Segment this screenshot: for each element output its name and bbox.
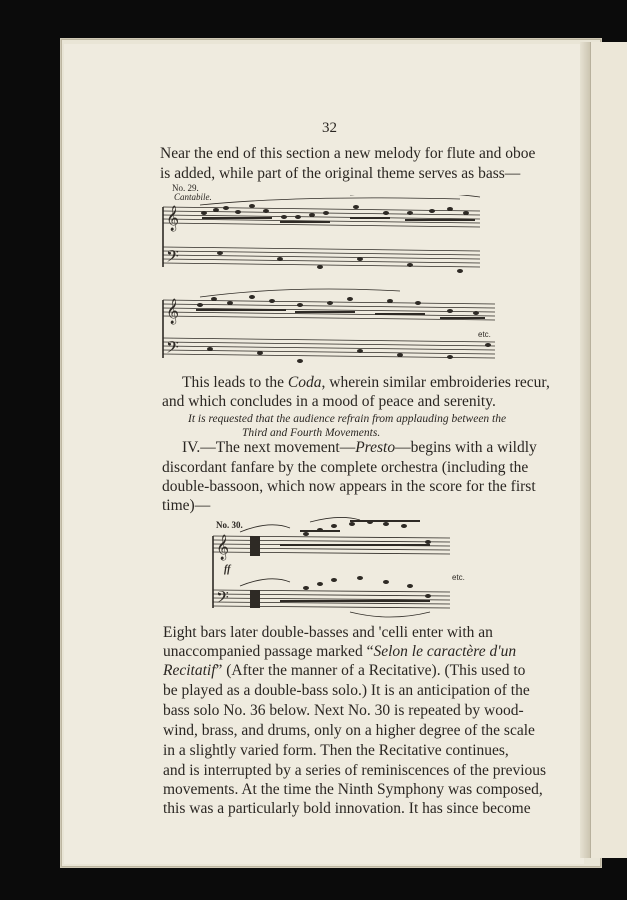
- note-line-1: It is requested that the audience refrain from applauding between the: [188, 413, 507, 425]
- final-line-5: bass solo No. 36 below. Next No. 30 is repeated by wood-: [163, 702, 524, 719]
- example-30-etc: etc.: [452, 573, 465, 582]
- svg-text:𝄞: 𝄞: [166, 299, 180, 324]
- final-line-1: Eight bars later double-basses and 'celli enter with an: [163, 624, 493, 641]
- final-line-2: unaccompanied passage marked “Selon le caractère d'un: [163, 643, 517, 660]
- music-example-30: [210, 512, 480, 622]
- music-example-29: [160, 195, 500, 375]
- final-line-7: in a slightly varied form. Then the Recitative continues,: [163, 742, 509, 759]
- staff-29-bass-1: [163, 247, 480, 267]
- final-line-8: and is interrupted by a series of reminiscences of the previous: [163, 762, 547, 779]
- presto-line-1: IV.—The next movement—Presto—begins with a wildly: [182, 439, 537, 456]
- next-page-edge: [590, 42, 627, 858]
- notes-29: [166, 204, 491, 363]
- note-line-2: Third and Fourth Movements.: [242, 427, 381, 439]
- final-line-4: be played as a double-bass solo.) It is an anticipation of the: [163, 682, 530, 699]
- example-29-etc: etc.: [478, 330, 491, 339]
- coda-line-2: and which concludes in a mood of peace and serenity.: [162, 393, 496, 410]
- svg-text:𝄞: 𝄞: [166, 206, 180, 231]
- staff-29-bass-2: [163, 338, 495, 358]
- presto-line-2: discordant fanfare by the complete orchestra (including the: [162, 459, 529, 476]
- example-29-number: No. 29.: [172, 183, 199, 193]
- staff-30-bass: [213, 590, 450, 608]
- svg-text:𝄢: 𝄢: [216, 587, 229, 611]
- notes-30: [216, 520, 431, 611]
- svg-text:𝄢: 𝄢: [166, 246, 179, 270]
- coda-line-1: This leads to the Coda, wherein similar embroideries recur,: [182, 374, 550, 391]
- intro-line-1: Near the end of this section a new melody for flute and oboe: [160, 145, 536, 162]
- final-line-3: Recitatif” (After the manner of a Recitative). (This used to: [163, 662, 526, 679]
- svg-text:𝄢: 𝄢: [166, 337, 179, 361]
- presto-line-3: double-bassoon, which now appears in the score for the first: [162, 478, 536, 495]
- presto-line-4: time)—: [162, 497, 211, 514]
- svg-text:𝄞: 𝄞: [216, 535, 230, 560]
- intro-line-2: is added, while part of the original theme serves as bass—: [160, 165, 521, 182]
- final-line-6: wind, brass, and drums, only on a higher degree of the scale: [163, 722, 535, 739]
- final-line-10: this was a particularly bold innovation. It has since become: [163, 800, 531, 817]
- final-line-9: movements. At the time the Ninth Symphony was composed,: [163, 781, 543, 798]
- example-29-tempo: Cantabile.: [174, 192, 212, 202]
- page-number: 32: [322, 120, 337, 136]
- example-30-dynamic: ff: [224, 564, 231, 575]
- example-30-number: No. 30.: [216, 520, 243, 530]
